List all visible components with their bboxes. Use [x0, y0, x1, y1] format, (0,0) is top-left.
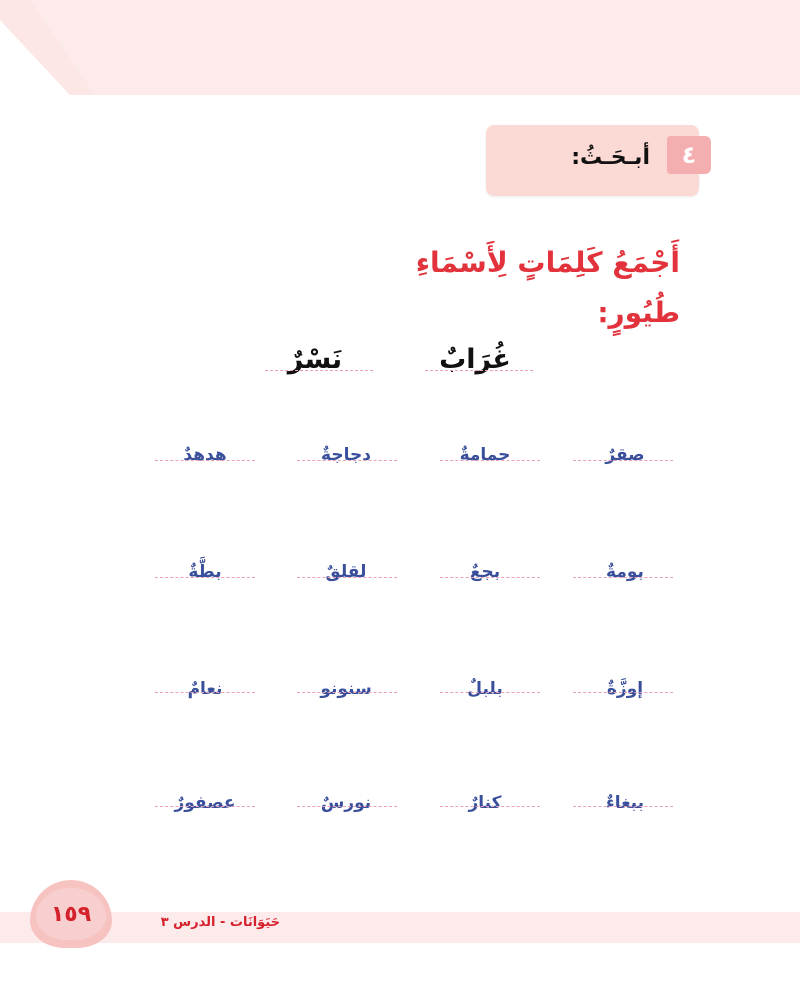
word-line	[440, 692, 540, 693]
section-number: ٤	[667, 136, 711, 174]
word-bank-item: بومةٌ	[606, 562, 644, 582]
word-bank-item: نعامٌ	[187, 679, 223, 699]
word-line	[155, 577, 255, 578]
word-line	[573, 577, 673, 578]
word-line	[440, 806, 540, 807]
word-line	[155, 460, 255, 461]
example-line-1	[425, 370, 533, 371]
footer-lesson-label: حَيَوَانَات - الدرس ٣	[160, 915, 280, 930]
example-word-1: غُرَابٌ	[439, 344, 511, 375]
word-line	[440, 577, 540, 578]
word-bank-item: إوزَّةٌ	[606, 679, 644, 699]
word-bank-item: بجعٌ	[469, 562, 501, 582]
instruction-text: أَجْمَعُ كَلِمَاتٍ لِأَسْمَاءِ طُيُورٍ:	[415, 246, 680, 329]
word-bank-item: كنارٌ	[468, 793, 502, 813]
word-bank-item: نورسٌ	[320, 793, 372, 813]
word-line	[297, 806, 397, 807]
word-bank-item: ببغاءٌ	[606, 793, 644, 813]
word-line	[440, 460, 540, 461]
word-line	[297, 692, 397, 693]
word-bank-item: بلبلٌ	[467, 679, 503, 699]
word-bank-item: عصفورٌ	[174, 793, 236, 813]
example-word-2: نَسْرٌ	[287, 344, 343, 375]
word-bank-item: حمامةٌ	[459, 445, 511, 465]
word-bank-item: بطَّةٌ	[188, 562, 222, 582]
word-line	[297, 460, 397, 461]
word-bank-item: لقلقٌ	[325, 562, 367, 582]
page-number: ١٥٩	[36, 888, 106, 940]
header-band	[0, 0, 800, 95]
word-line	[573, 460, 673, 461]
word-bank-item: هدهدٌ	[183, 445, 227, 465]
word-bank-item: سنونو	[320, 679, 372, 699]
section-title: أبـحَـثُ:	[571, 145, 650, 170]
footer-band	[0, 912, 800, 943]
word-line	[573, 692, 673, 693]
example-line-2	[265, 370, 373, 371]
word-line	[155, 806, 255, 807]
word-line	[573, 806, 673, 807]
word-line	[297, 577, 397, 578]
word-bank-item: دجاجةٌ	[321, 445, 371, 465]
word-line	[155, 692, 255, 693]
word-bank-item: صقرٌ	[605, 445, 645, 465]
